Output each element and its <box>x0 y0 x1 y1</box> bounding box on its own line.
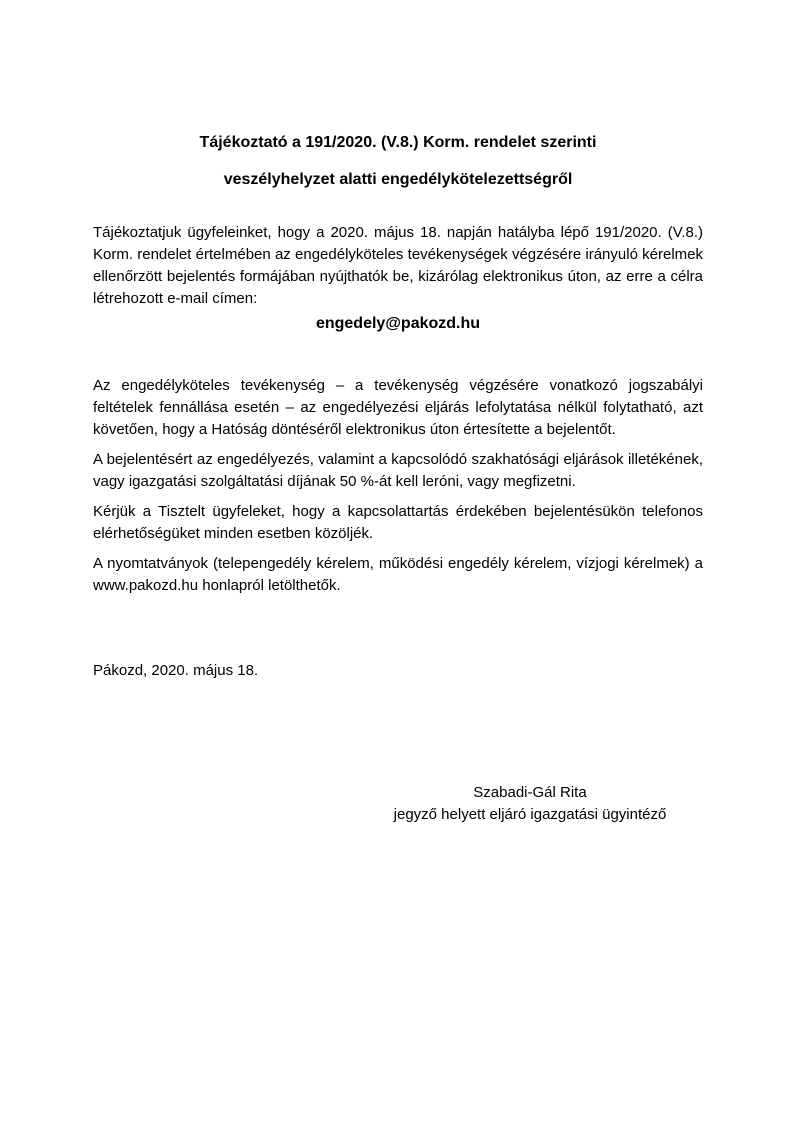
title-line-2: veszélyhelyzet alatti engedélykötelezettségről <box>223 171 573 188</box>
paragraph-intro: Tájékoztatjuk ügyfeleinket, hogy a 2020. május 18. napján hatályba lépő 191/2020. (V.8.) Korm. rendelet értelmében az engedélyköteles tevékenységek végzésére irányuló kérelmek ellenőrzött bejelentés formájában nyújthatók be, kizárólag elektronikus úton, az erre a célra létrehozott e-mail címen: <box>93 224 703 307</box>
signature-role: jegyző helyett eljáró igazgatási ügyintéző <box>393 806 667 823</box>
title-line-1: Tájékoztató a 191/2020. (V.8.) Korm. rendelet szerinti <box>199 134 597 151</box>
date-place-line: Pákozd, 2020. május 18. <box>93 662 259 679</box>
paragraph-contact-request: Kérjük a Tisztelt ügyfeleket, hogy a kapcsolattartás érdekében bejelentésükön telefonos elérhetőségüket minden esetben közöljék. <box>93 503 703 542</box>
document-title <box>93 124 703 198</box>
email-address: engedely@pakozd.hu <box>315 315 481 332</box>
paragraph-fees: A bejelentésért az engedélyezés, valamint a kapcsolódó szakhatósági eljárások illetékének, vagy igazgatási szolgáltatási díjának 50 %-át kell leróni, vagy megfizetni. <box>93 451 703 490</box>
signature-block <box>375 782 685 826</box>
paragraph-forms-download: A nyomtatványok (telepengedély kérelem, működési engedély kérelem, vízjogi kérelmek) a www.pakozd.hu honlapról letölthetők. <box>93 555 703 594</box>
paragraph-activity-rules: Az engedélyköteles tevékenység – a tevékenység végzésére vonatkozó jogszabályi feltételek fennállása esetén – az engedélyezési eljárás lefolytatása nélkül folytatható, azt követően, hogy a Hatóság döntéséről elektronikus úton értesítette a bejelentőt. <box>93 377 703 438</box>
signature-name: Szabadi-Gál Rita <box>473 784 587 801</box>
